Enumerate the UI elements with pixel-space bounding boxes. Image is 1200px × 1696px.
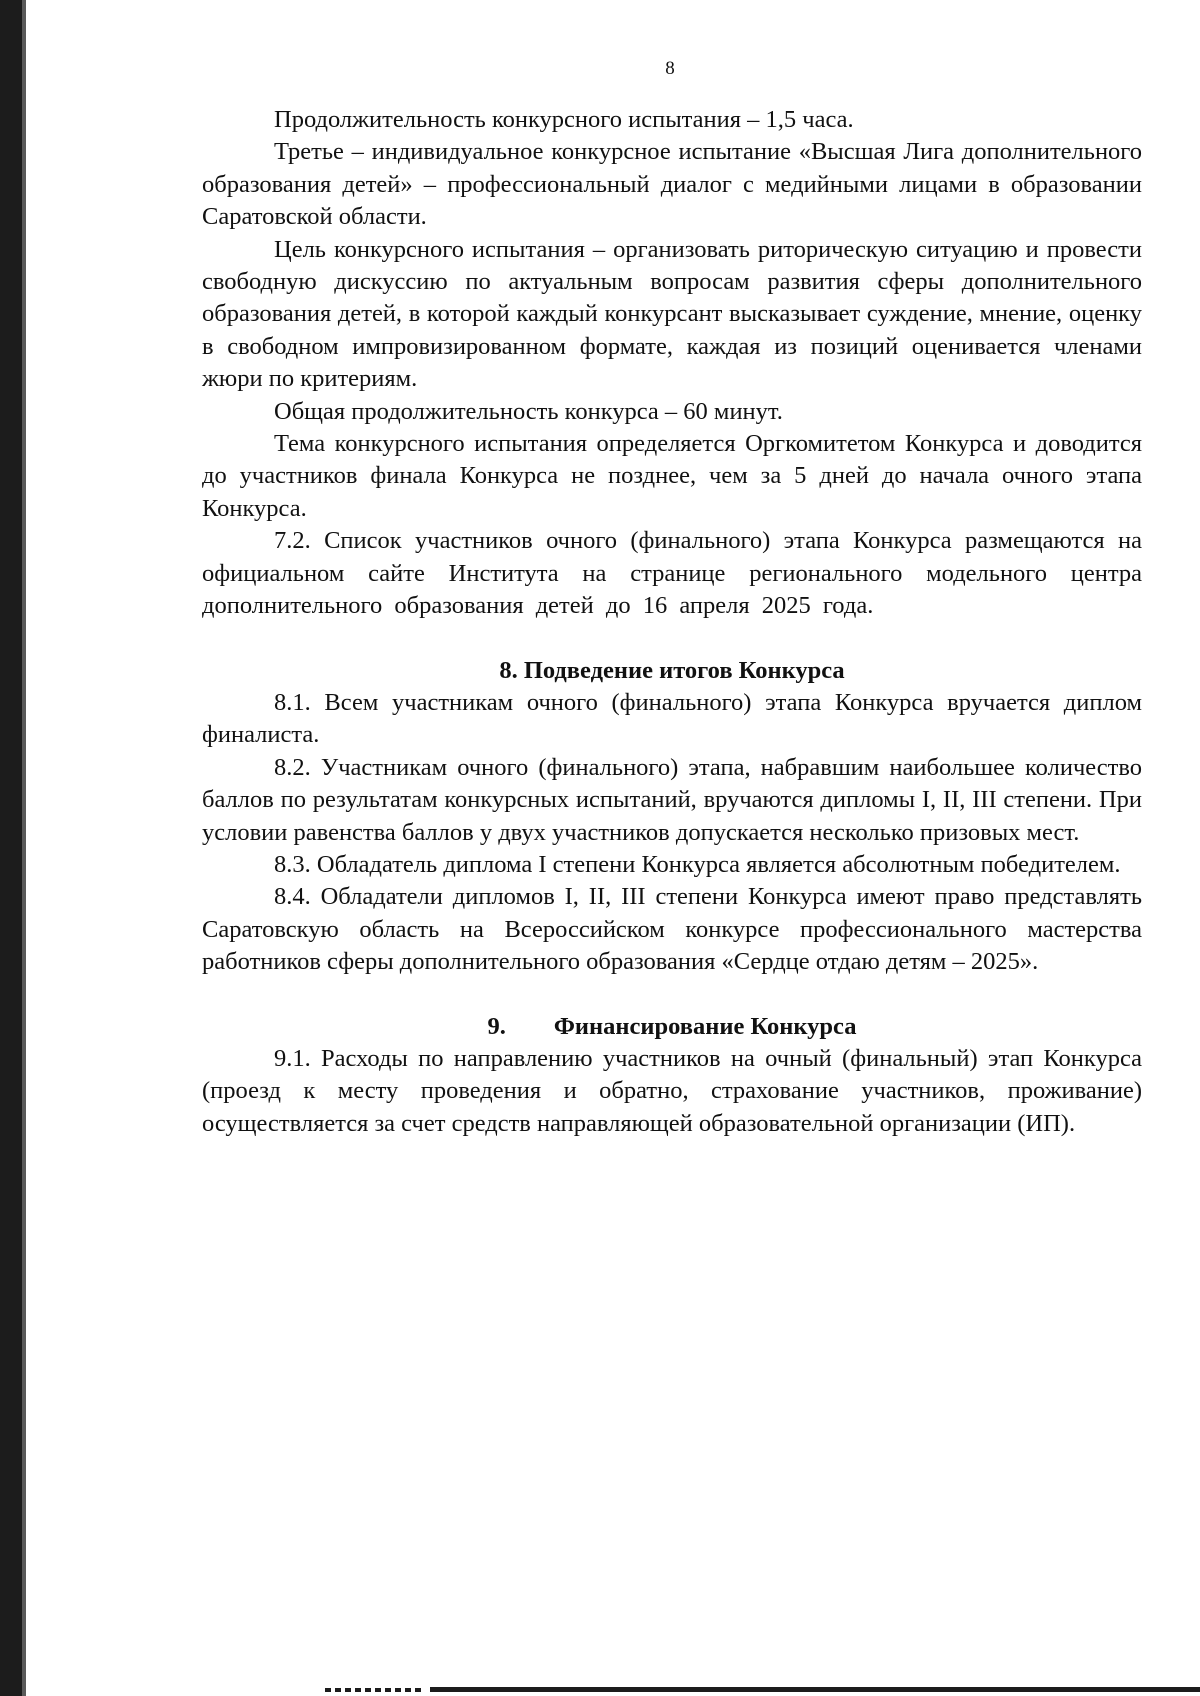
heading-section-9-number: 9. (487, 1012, 506, 1040)
heading-section-9 (202, 1011, 1142, 1043)
heading-section-8: 8. Подведение итогов Конкурса (499, 656, 845, 684)
scan-edge-bottom (430, 1687, 1200, 1692)
paragraph-test-topic: Тема конкурсного испытания определяется Оргкомитетом Конкурса и доводится до участников финала Конкурса не позднее, чем за 5 дней до начала очного этапа Конкурса. (202, 430, 1142, 522)
paragraph-8-3: 8.3. Обладатель диплома I степени Конкурса является абсолютным победителем. (274, 850, 1121, 878)
paragraph-duration: Продолжительность конкурсного испытания – 1,5 часа. (274, 106, 854, 133)
scan-edge-left-shadow (22, 0, 26, 1696)
paragraph-third-test: Третье – индивидуальное конкурсное испытание «Высшая Лига дополнительного образования детей» – профессиональный диалог с медийными лицами в образовании Саратовской области. (202, 138, 1142, 231)
heading-section-9-title: Финансирование Конкурса (553, 1012, 857, 1040)
page-number: 8 (665, 58, 675, 79)
paragraph-8-2: 8.2. Участникам очного (финального) этапа, набравшим наибольшее количество баллов по результатам конкурсных испытаний, вручаются дипломы I, II, III степени. При условии равенства баллов у двух участников допускается несколько призовых мест. (202, 753, 1142, 846)
paragraph-7-2: 7.2. Список участников очного (финального) этапа Конкурса размещаются на официальном сайте Института на странице регионального модельного центра дополнительного образования детей до 16 апреля 2025 года. (202, 527, 1142, 620)
document-body (202, 104, 1142, 1140)
paragraph-8-4: 8.4. Обладатели дипломов I, II, III степени Конкурса имеют право представлять Саратовскую область на Всероссийском конкурсе профессионального мастерства работников сферы дополнительного образования «Сердце отдаю детям – 2025». (202, 883, 1142, 976)
paragraph-total-duration: Общая продолжительность конкурса – 60 минут. (274, 397, 783, 425)
scan-edge-left (0, 0, 22, 1696)
scan-edge-bottom-dots (325, 1688, 425, 1692)
paragraph-8-1: 8.1. Всем участникам очного (финального) этапа Конкурса вручается диплом финалиста. (202, 688, 1142, 749)
paragraph-9-1: 9.1. Расходы по направлению участников на очный (финальный) этап Конкурса (проезд к месту проведения и обратно, страхование участников, проживание) осуществляется за счет средств направляющей образовательной организации (ИП). (202, 1044, 1142, 1137)
paragraph-test-goal: Цель конкурсного испытания – организовать риторическую ситуацию и провести свободную дискуссию по актуальным вопросам развития сферы дополнительного образования детей, в которой каждый конкурсант высказывает суждение, мнение, оценку в свободном импровизированном формате, каждая из позиций оценивается членами жюри по критериям. (202, 235, 1142, 393)
